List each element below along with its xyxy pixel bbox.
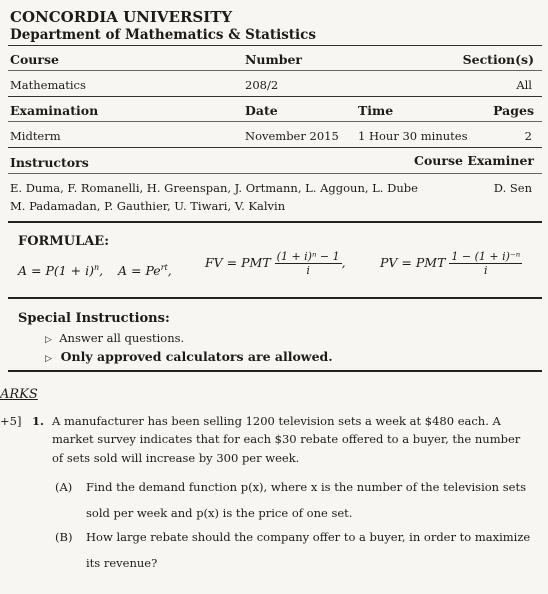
row-rule — [8, 147, 542, 148]
row-rule — [8, 70, 542, 71]
instruction-item — [45, 349, 333, 364]
question-text-line2: market survey indicates that for each $30 rebate offered to a buyer, the number — [52, 432, 521, 446]
formula-pv-fraction — [449, 250, 522, 277]
row-rule — [8, 173, 542, 174]
question-number: 1. — [32, 414, 45, 428]
formula-compound-exp: n — [93, 263, 100, 272]
formula-continuous: $A = Pe^{rt}$, — [118, 263, 172, 279]
instruction-text: Answer all questions. — [59, 331, 185, 345]
formula-fv-denominator: i — [306, 264, 310, 277]
formula-fv-fraction — [275, 250, 342, 277]
pages-label: Pages — [493, 103, 534, 118]
course-value: Mathematics — [10, 78, 86, 92]
part-a-line2: sold per week and p(x) is the price of one set. — [86, 506, 353, 520]
examination-value: Midterm — [10, 129, 61, 143]
row-rule — [8, 96, 542, 97]
formula-future-value: FV = PMT $\frac{\text{(1 + i)ⁿ − 1}}{i}$ , — [205, 250, 346, 277]
question-text-line3: of sets sold will increase by 300 per week. — [52, 451, 300, 465]
formula-continuous-base: A = Pe — [118, 263, 161, 279]
triangle-bullet-icon: ▷ — [45, 335, 52, 345]
date-label: Date — [245, 103, 278, 118]
formula-pv-lhs: PV = PMT — [380, 255, 446, 270]
formulae-title: FORMULAE: — [18, 234, 110, 249]
formula-present-value — [380, 250, 522, 277]
examination-label: Examination — [10, 103, 99, 118]
question-marks: +5] — [0, 414, 22, 428]
marks-label: ARKS — [0, 387, 38, 402]
examiner-value: D. Sen — [493, 181, 532, 195]
date-value: November 2015 — [245, 129, 339, 143]
instructions-title: Special Instructions: — [18, 311, 170, 326]
sections-value: All — [516, 78, 532, 92]
part-b-line2: its revenue? — [86, 556, 158, 570]
formula-pv-denominator: i — [484, 264, 488, 277]
formula-continuous-exp: rt — [160, 263, 168, 272]
section-rule — [8, 370, 542, 372]
formula-compound: $A = P(1 + i)^n$, — [18, 263, 104, 279]
course-label: Course — [10, 52, 59, 67]
examiner-label: Course Examiner — [414, 153, 534, 168]
triangle-bullet-icon: ▷ — [45, 354, 52, 364]
sections-label: Section(s) — [462, 52, 534, 67]
part-a-label: (A) — [55, 480, 73, 494]
instruction-text: Only approved calculators are allowed. — [60, 349, 333, 364]
instructors-line1: E. Duma, F. Romanelli, H. Greenspan, J. Ortmann, L. Aggoun, L. Dube — [10, 181, 418, 195]
header-rule — [8, 45, 542, 46]
university-name: CONCORDIA UNIVERSITY — [10, 8, 233, 26]
instructors-line2: M. Padamadan, P. Gauthier, U. Tiwari, V. Kalvin — [10, 199, 286, 213]
row-rule — [8, 121, 542, 122]
instruction-item — [45, 331, 184, 345]
instructors-label: Instructors — [10, 155, 89, 170]
formula-fv-numerator: (1 + i)ⁿ − 1 — [276, 250, 340, 263]
formula-compound-base: A = P(1 + i) — [18, 263, 94, 279]
department-name: Department of Mathematics & Statistics — [10, 27, 316, 43]
formula-fv-lhs: FV = PMT — [205, 255, 271, 270]
number-label: Number — [245, 52, 303, 67]
part-b-line1: How large rebate should the company offer to a buyer, in order to maximize — [86, 530, 531, 544]
question-text-line1: A manufacturer has been selling 1200 television sets a week at $480 each. A — [52, 414, 501, 428]
part-b-label: (B) — [55, 530, 73, 544]
time-value: 1 Hour 30 minutes — [358, 129, 468, 143]
part-a-line1: Find the demand function p(x), where x is the number of the television sets — [86, 480, 526, 494]
section-rule — [8, 297, 542, 299]
number-value: 208/2 — [245, 78, 279, 92]
time-label: Time — [358, 103, 394, 118]
pages-value: 2 — [524, 129, 532, 143]
formula-pv-numerator: 1 − (1 + i)⁻ⁿ — [451, 250, 521, 263]
section-rule — [8, 221, 542, 223]
